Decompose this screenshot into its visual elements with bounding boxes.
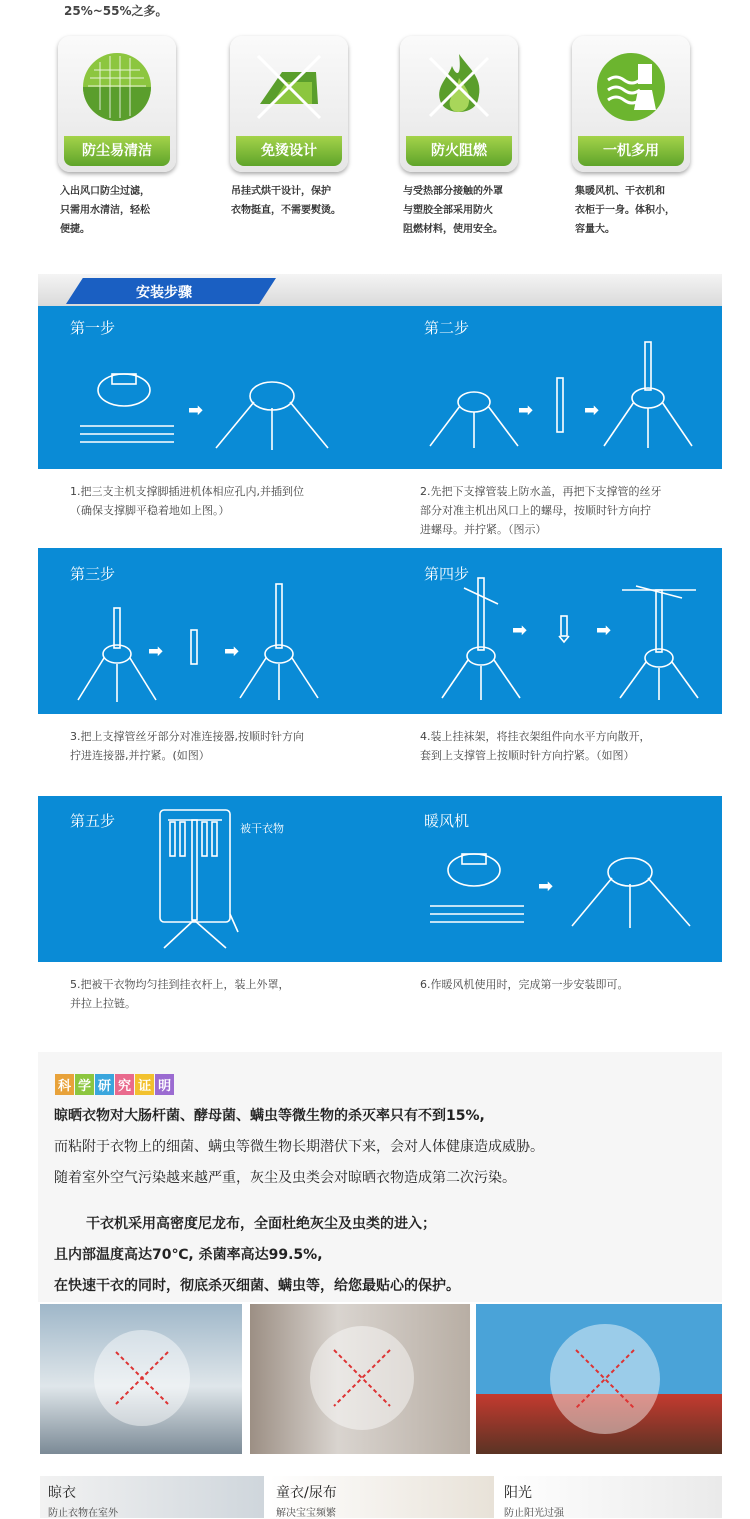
outdoor-drying-photo	[40, 1304, 242, 1454]
arrow-right-icon: ➡	[596, 620, 612, 641]
support-tube-illustration	[186, 628, 202, 668]
feature-desc-line: 只需用水清洁，轻松	[60, 205, 150, 216]
tripod-with-hanger-illustration	[616, 584, 702, 700]
arrow-right-icon: ➡	[148, 641, 164, 662]
step-title: 第五步	[70, 812, 116, 830]
feature-desc-line: 与受热部分接触的外罩	[403, 186, 503, 197]
badge-char: 科	[55, 1074, 74, 1095]
step-note-line: 进螺母。并拧紧。（图示）	[420, 523, 547, 536]
step-title: 暖风机	[424, 812, 470, 830]
science-line: 晾晒衣物对大肠杆菌、酵母菌、螨虫等微生物的杀灭率只有不到15%,	[54, 1108, 485, 1124]
arrow-right-icon: ➡	[584, 400, 600, 421]
feature-desc-line: 吊挂式烘干设计，保护	[231, 186, 331, 197]
dust-filter-icon	[80, 50, 154, 124]
science-badge	[55, 1074, 175, 1096]
science-line: 而粘附于衣物上的细菌、螨虫等微生物长期潜伏下来，会对人体健康造成威胁。	[54, 1139, 544, 1155]
tripod-with-pole-illustration	[76, 606, 158, 702]
step-note-line: 3.把上支撑管丝牙部分对准连接器,按顺时针方向	[70, 730, 304, 743]
feature-label: 一机多用	[578, 136, 684, 166]
step-note	[70, 727, 304, 765]
step-note-line: 4.装上挂袜架，将挂衣架组件向水平方向散开，	[420, 730, 651, 743]
tripod-illustration	[570, 850, 692, 930]
feature-desc	[403, 182, 525, 239]
arrow-right-icon: ➡	[538, 876, 554, 897]
step-note-line: 拧进连接器,并拧紧。(如图）	[70, 749, 210, 762]
feature-label: 防尘易清洁	[64, 136, 170, 166]
arrow-right-icon: ➡	[518, 400, 534, 421]
science-line: 随着室外空气污染越来越严重，灰尘及虫类会对晾晒衣物造成第二次污染。	[54, 1170, 516, 1186]
feature-label: 防火阻燃	[406, 136, 512, 166]
step-note-line: 6.作暖风机使用时，完成第一步安装即可。	[420, 978, 629, 991]
science-line: 在快速干衣的同时，彻底杀灭细菌、螨虫等，给您最贴心的保护。	[54, 1278, 460, 1294]
flame-retardant-icon	[422, 50, 496, 124]
bottom-item-sub: 防止阳光过强	[504, 1508, 564, 1519]
arrow-right-icon: ➡	[512, 620, 528, 641]
step-note	[70, 482, 304, 520]
install-title: 安装步骤	[136, 285, 192, 301]
tripod-with-pole-illustration	[602, 338, 694, 450]
feature-desc-line: 入出风口防尘过滤，	[60, 186, 150, 197]
step-note-line: 2.先把下支撑管装上防水盖，再把下支撑管的丝牙	[420, 485, 662, 498]
step-note-line: （确保支撑脚平稳着地如上图。）	[70, 504, 230, 517]
feature-card-fireproof	[400, 36, 518, 172]
step-note-line: 并拉上拉链。	[70, 997, 136, 1010]
science-line: 且内部温度高达70℃, 杀菌率高达99.5%,	[54, 1247, 323, 1263]
tripod-with-rack-illustration	[440, 574, 522, 700]
badge-char: 证	[135, 1074, 154, 1095]
no-sign-icon	[94, 1330, 190, 1426]
badge-char: 明	[155, 1074, 174, 1095]
balcony-drying-photo	[250, 1304, 470, 1454]
step-note-line: 1.把三支主机支撑脚插进机体相应孔内,并插到位	[70, 485, 304, 498]
top-note-text: 25%~55%之多。	[64, 4, 168, 18]
wardrobe-cover-illustration	[156, 806, 252, 952]
multi-function-icon	[594, 50, 668, 124]
no-iron-icon	[252, 50, 326, 124]
bottom-item-title: 晾衣	[48, 1485, 76, 1501]
bottom-item-sub: 解决宝宝频繁	[276, 1508, 336, 1519]
feature-desc-line: 衣柜于一身。体积小，	[575, 205, 675, 216]
feature-card-multi	[572, 36, 690, 172]
no-sign-icon	[310, 1326, 414, 1430]
support-tube-illustration	[552, 376, 568, 436]
step-title: 第二步	[424, 319, 470, 337]
bottom-item-baby	[270, 1476, 494, 1518]
feature-label: 免烫设计	[236, 136, 342, 166]
heater-and-legs-illustration	[74, 370, 184, 450]
sock-rack-illustration	[556, 614, 572, 644]
feature-desc-line: 便捷。	[60, 224, 90, 235]
bottom-item-sub: 防止衣物在室外	[48, 1508, 118, 1519]
step-title: 第一步	[70, 319, 116, 337]
feature-desc-line: 与塑胶全部采用防火	[403, 205, 493, 216]
feature-desc-line: 容量大。	[575, 224, 615, 235]
badge-char: 学	[75, 1074, 94, 1095]
step-note	[420, 727, 651, 765]
bottom-item-title: 阳光	[504, 1485, 532, 1501]
feature-desc-line: 集暖风机、干衣机和	[575, 186, 665, 197]
step-title: 第三步	[70, 565, 116, 583]
feature-desc	[231, 182, 353, 220]
arrow-right-icon: ➡	[224, 641, 240, 662]
arrow-right-icon: ➡	[188, 400, 204, 421]
bottom-item-drying	[40, 1476, 264, 1518]
badge-char: 研	[95, 1074, 114, 1095]
step-title: 第四步	[424, 565, 470, 583]
feature-desc	[60, 182, 182, 239]
step-note-line: 5.把被干衣物均匀挂到挂衣杆上，装上外罩，	[70, 978, 290, 991]
step-note-line: 部分对准主机出风口上的螺母，按顺时针方向拧	[420, 504, 651, 517]
feature-card-no-iron	[230, 36, 348, 172]
colorful-balcony-photo	[476, 1304, 722, 1454]
feature-desc-line: 衣物挺直，不需要熨烫。	[231, 205, 341, 216]
tripod-with-pole-illustration	[238, 582, 320, 700]
bottom-item-sunlight	[500, 1476, 722, 1518]
step-note-line: 套到上支撑管上按顺时针方向拧紧。（如图）	[420, 749, 635, 762]
no-sign-icon	[550, 1324, 660, 1434]
clothes-callout-label: 被干衣物	[240, 822, 284, 835]
tripod-illustration	[428, 382, 520, 450]
tripod-illustration	[214, 372, 330, 452]
heater-and-legs-illustration	[424, 850, 534, 930]
feature-desc-line: 阻燃材料，使用安全。	[403, 224, 503, 235]
step-note	[420, 482, 662, 539]
step-note	[420, 975, 629, 994]
step-note	[70, 975, 290, 1013]
science-line: 干衣机采用高密度尼龙布，全面杜绝灰尘及虫类的进入；	[86, 1216, 436, 1232]
feature-card-dust	[58, 36, 176, 172]
feature-desc	[575, 182, 697, 239]
badge-char: 究	[115, 1074, 134, 1095]
bottom-item-title: 童衣/尿布	[276, 1485, 337, 1501]
